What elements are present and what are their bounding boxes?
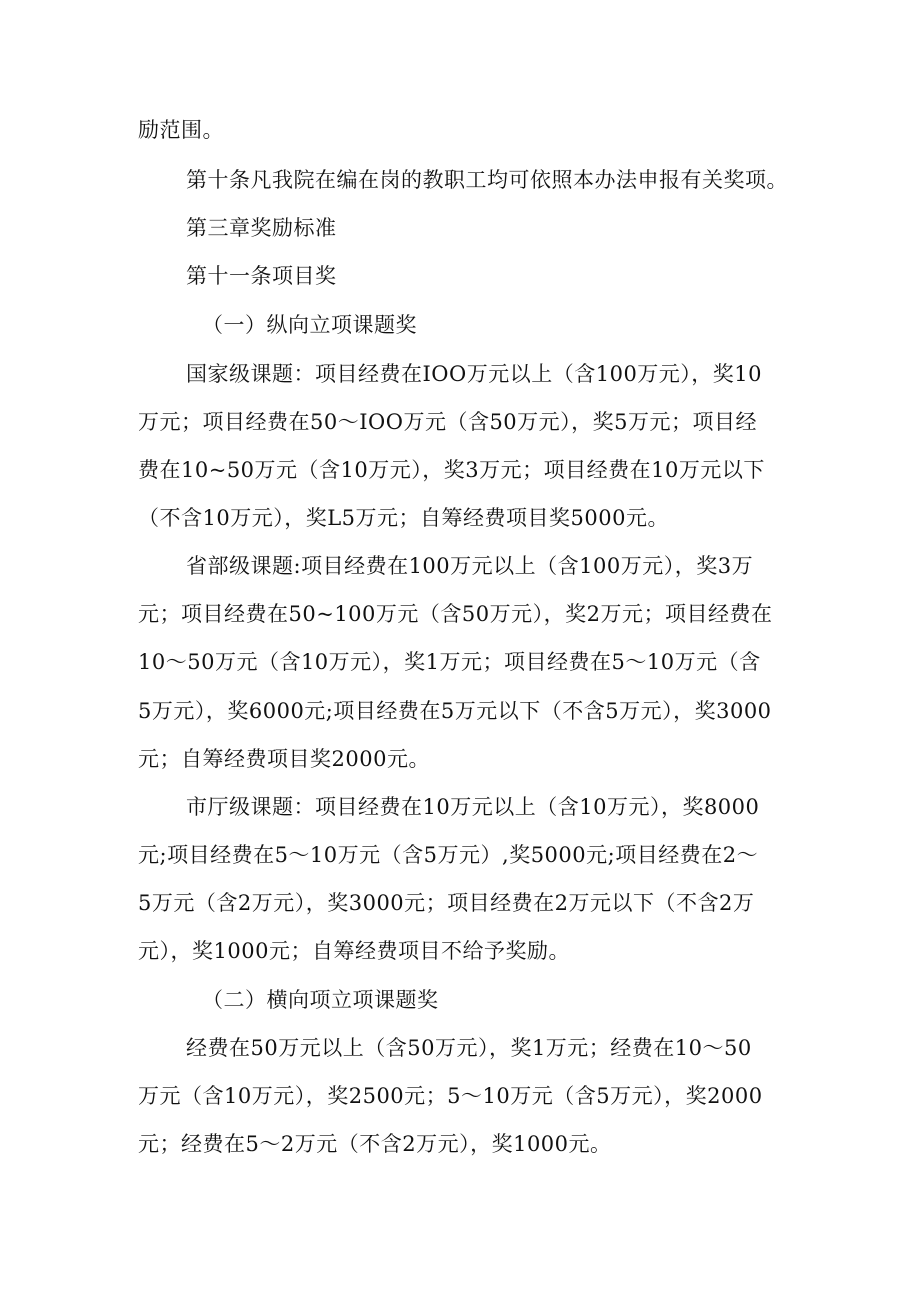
paragraph-line: 5万元（含2万元），奖3000元；项目经费在2万元以下（不含2万 <box>138 891 755 915</box>
paragraph-line: 万元（含10万元），奖2500元；5～10万元（含5万元），奖2000 <box>138 1084 763 1108</box>
section-2-heading: （二）横向项立项课题奖 <box>202 988 439 1012</box>
paragraph-line: 市厅级课题：项目经费在10万元以上（含10万元），奖8000 <box>186 795 760 819</box>
chapter-3-heading: 第三章奖励标准 <box>186 216 337 240</box>
paragraph-line: 元；经费在5～2万元（不含2万元），奖1000元。 <box>138 1132 612 1156</box>
paragraph-line: 10～50万元（含10万元），奖1万元；项目经费在5～10万元（含 <box>138 650 761 674</box>
article-10-text: 第十条凡我院在编在岗的教职工均可依照本办法申报有关奖项。 <box>186 168 788 192</box>
paragraph-line: 元；自筹经费项目奖2000元。 <box>138 747 430 771</box>
paragraph-line: 经费在50万元以上（含50万元），奖1万元；经费在10～50 <box>186 1036 752 1060</box>
paragraph-line: 万元；项目经费在50～IOO万元（含50万元），奖5万元；项目经 <box>138 410 758 434</box>
paragraph-line: 省部级课题:项目经费在100万元以上（含100万元），奖3万 <box>186 554 754 578</box>
paragraph-line: 元；项目经费在50~100万元（含50万元），奖2万元；项目经费在 <box>138 602 773 626</box>
paragraph-line: 国家级课题：项目经费在IOO万元以上（含100万元），奖10 <box>186 362 763 386</box>
paragraph-line: 元），奖1000元；自筹经费项目不给予奖励。 <box>138 939 570 963</box>
paragraph-line: （不含10万元），奖L5万元；自筹经费项目奖5000元。 <box>138 506 669 530</box>
paragraph-line: 费在10~50万元（含10万元），奖3万元；项目经费在10万元以下 <box>138 458 765 482</box>
paragraph-line: 励范围。 <box>138 118 224 142</box>
paragraph-line: 5万元），奖6000元;项目经费在5万元以下（不含5万元），奖3000 <box>138 699 772 723</box>
paragraph-line: 元;项目经费在5～10万元（含5万元）,奖5000元;项目经费在2～ <box>138 843 759 867</box>
section-1-heading: （一）纵向立项课题奖 <box>202 313 417 337</box>
article-11-heading: 第十一条项目奖 <box>186 264 337 288</box>
